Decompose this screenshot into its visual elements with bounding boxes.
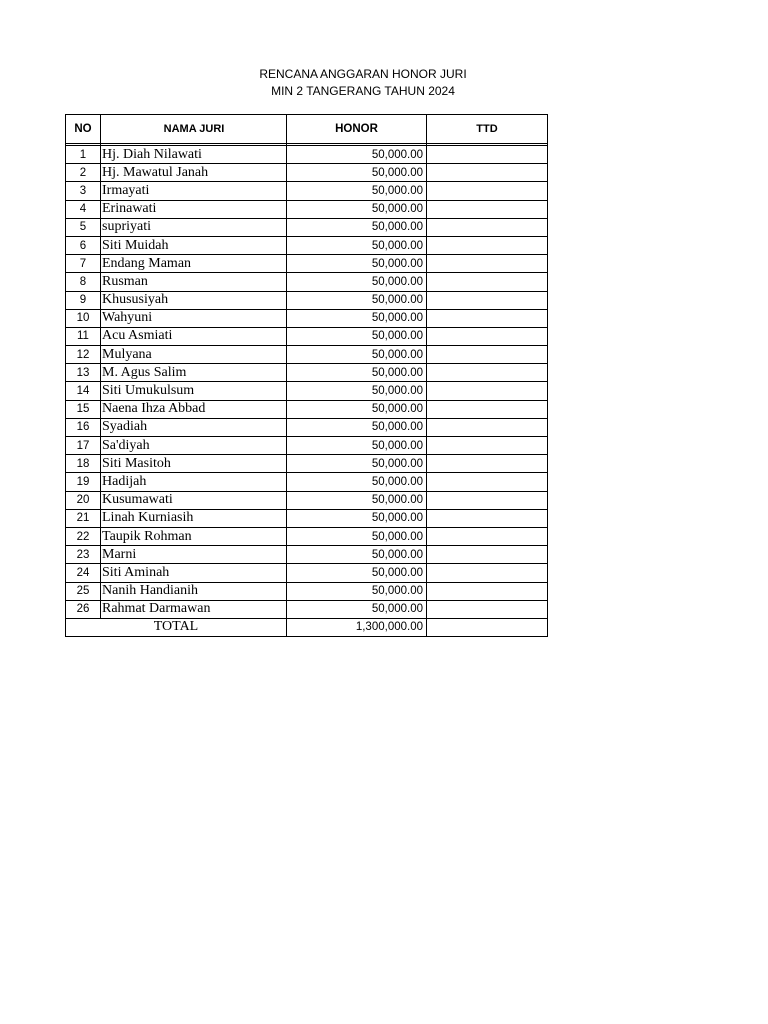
table-row [66,273,548,291]
table-row [66,309,548,327]
table-row [66,455,548,473]
row-name: Mulyana [101,346,287,364]
row-honor: 50,000.00 [287,346,427,364]
row-name: Syadiah [101,418,287,436]
row-ttd-cell [427,273,548,291]
table-row [66,418,548,436]
row-honor: 50,000.00 [287,327,427,345]
row-no: 15 [66,400,101,418]
row-honor: 50,000.00 [287,491,427,509]
row-ttd-cell [427,218,548,236]
row-honor: 50,000.00 [287,382,427,400]
row-honor: 50,000.00 [287,218,427,236]
row-no: 25 [66,582,101,600]
total-honor: 1,300,000.00 [287,618,427,636]
row-no: 22 [66,527,101,545]
row-ttd-cell [427,309,548,327]
row-honor: 50,000.00 [287,309,427,327]
row-name: Nanih Handianih [101,582,287,600]
row-no: 3 [66,182,101,200]
table-row [66,491,548,509]
document-title: RENCANA ANGGARAN HONOR JURI [259,67,467,81]
row-ttd-cell [427,255,548,273]
row-honor: 50,000.00 [287,582,427,600]
row-no: 17 [66,437,101,455]
total-ttd-cell [427,618,548,636]
row-name: Taupik Rohman [101,527,287,545]
row-name: Naena Ihza Abbad [101,400,287,418]
row-name: Endang Maman [101,255,287,273]
row-name: Hadijah [101,473,287,491]
table-row [66,473,548,491]
row-honor: 50,000.00 [287,437,427,455]
table-row [66,382,548,400]
row-ttd-cell [427,400,548,418]
row-ttd-cell [427,418,548,436]
row-name: Acu Asmiati [101,327,287,345]
table-row [66,600,548,618]
row-ttd-cell [427,527,548,545]
row-honor: 50,000.00 [287,546,427,564]
table-row [66,164,548,182]
table-row [66,364,548,382]
row-name: Kusumawati [101,491,287,509]
row-no: 7 [66,255,101,273]
row-honor: 50,000.00 [287,527,427,545]
row-honor: 50,000.00 [287,364,427,382]
row-honor: 50,000.00 [287,564,427,582]
row-no: 1 [66,146,101,164]
row-ttd-cell [427,346,548,364]
table-row [66,182,548,200]
table-row [66,437,548,455]
row-honor: 50,000.00 [287,509,427,527]
row-name: Sa'diyah [101,437,287,455]
table-row [66,346,548,364]
header-honor: HONOR [287,115,427,144]
row-name: Rahmat Darmawan [101,600,287,618]
row-honor: 50,000.00 [287,236,427,254]
table-row [66,546,548,564]
table-header-row [66,115,548,144]
row-ttd-cell [427,455,548,473]
table-row [66,255,548,273]
row-honor: 50,000.00 [287,273,427,291]
row-name: Siti Muidah [101,236,287,254]
row-name: M. Agus Salim [101,364,287,382]
row-name: Hj. Mawatul Janah [101,164,287,182]
header-no: NO [66,115,101,144]
total-label: TOTAL [66,618,287,636]
row-name: Siti Masitoh [101,455,287,473]
row-no: 23 [66,546,101,564]
table-row [66,527,548,545]
row-honor: 50,000.00 [287,400,427,418]
table-row [66,236,548,254]
row-name: Erinawati [101,200,287,218]
honor-table [65,114,548,637]
row-no: 8 [66,273,101,291]
row-name: Hj. Diah Nilawati [101,146,287,164]
row-ttd-cell [427,382,548,400]
row-honor: 50,000.00 [287,291,427,309]
table-row [66,509,548,527]
row-ttd-cell [427,236,548,254]
row-ttd-cell [427,564,548,582]
row-ttd-cell [427,473,548,491]
table-row [66,400,548,418]
header-name: NAMA JURI [101,115,287,144]
row-name: Marni [101,546,287,564]
row-name: Wahyuni [101,309,287,327]
table-row [66,582,548,600]
row-no: 21 [66,509,101,527]
row-ttd-cell [427,546,548,564]
row-ttd-cell [427,182,548,200]
row-ttd-cell [427,582,548,600]
row-no: 10 [66,309,101,327]
row-no: 5 [66,218,101,236]
row-no: 12 [66,346,101,364]
table-row [66,200,548,218]
table-row [66,218,548,236]
row-no: 19 [66,473,101,491]
table-row [66,564,548,582]
row-no: 11 [66,327,101,345]
row-no: 16 [66,418,101,436]
row-name: Khususiyah [101,291,287,309]
document-subtitle: MIN 2 TANGERANG TAHUN 2024 [271,84,455,98]
table-row [66,327,548,345]
row-no: 6 [66,236,101,254]
row-name: Siti Umukulsum [101,382,287,400]
row-honor: 50,000.00 [287,146,427,164]
row-no: 9 [66,291,101,309]
row-honor: 50,000.00 [287,455,427,473]
row-no: 24 [66,564,101,582]
row-ttd-cell [427,291,548,309]
row-no: 18 [66,455,101,473]
row-name: Siti Aminah [101,564,287,582]
row-honor: 50,000.00 [287,182,427,200]
row-name: Linah Kurniasih [101,509,287,527]
row-ttd-cell [427,600,548,618]
row-no: 14 [66,382,101,400]
row-honor: 50,000.00 [287,418,427,436]
row-ttd-cell [427,364,548,382]
row-honor: 50,000.00 [287,200,427,218]
row-ttd-cell [427,491,548,509]
row-ttd-cell [427,200,548,218]
row-no: 4 [66,200,101,218]
table-row [66,291,548,309]
row-name: Irmayati [101,182,287,200]
row-ttd-cell [427,437,548,455]
row-honor: 50,000.00 [287,473,427,491]
total-row [66,618,548,636]
row-name: Rusman [101,273,287,291]
row-no: 20 [66,491,101,509]
row-no: 26 [66,600,101,618]
row-honor: 50,000.00 [287,255,427,273]
row-no: 2 [66,164,101,182]
row-ttd-cell [427,164,548,182]
table-row [66,146,548,164]
row-ttd-cell [427,327,548,345]
row-name: supriyati [101,218,287,236]
row-ttd-cell [427,146,548,164]
row-honor: 50,000.00 [287,164,427,182]
row-ttd-cell [427,509,548,527]
row-no: 13 [66,364,101,382]
header-ttd: TTD [427,115,548,144]
row-honor: 50,000.00 [287,600,427,618]
